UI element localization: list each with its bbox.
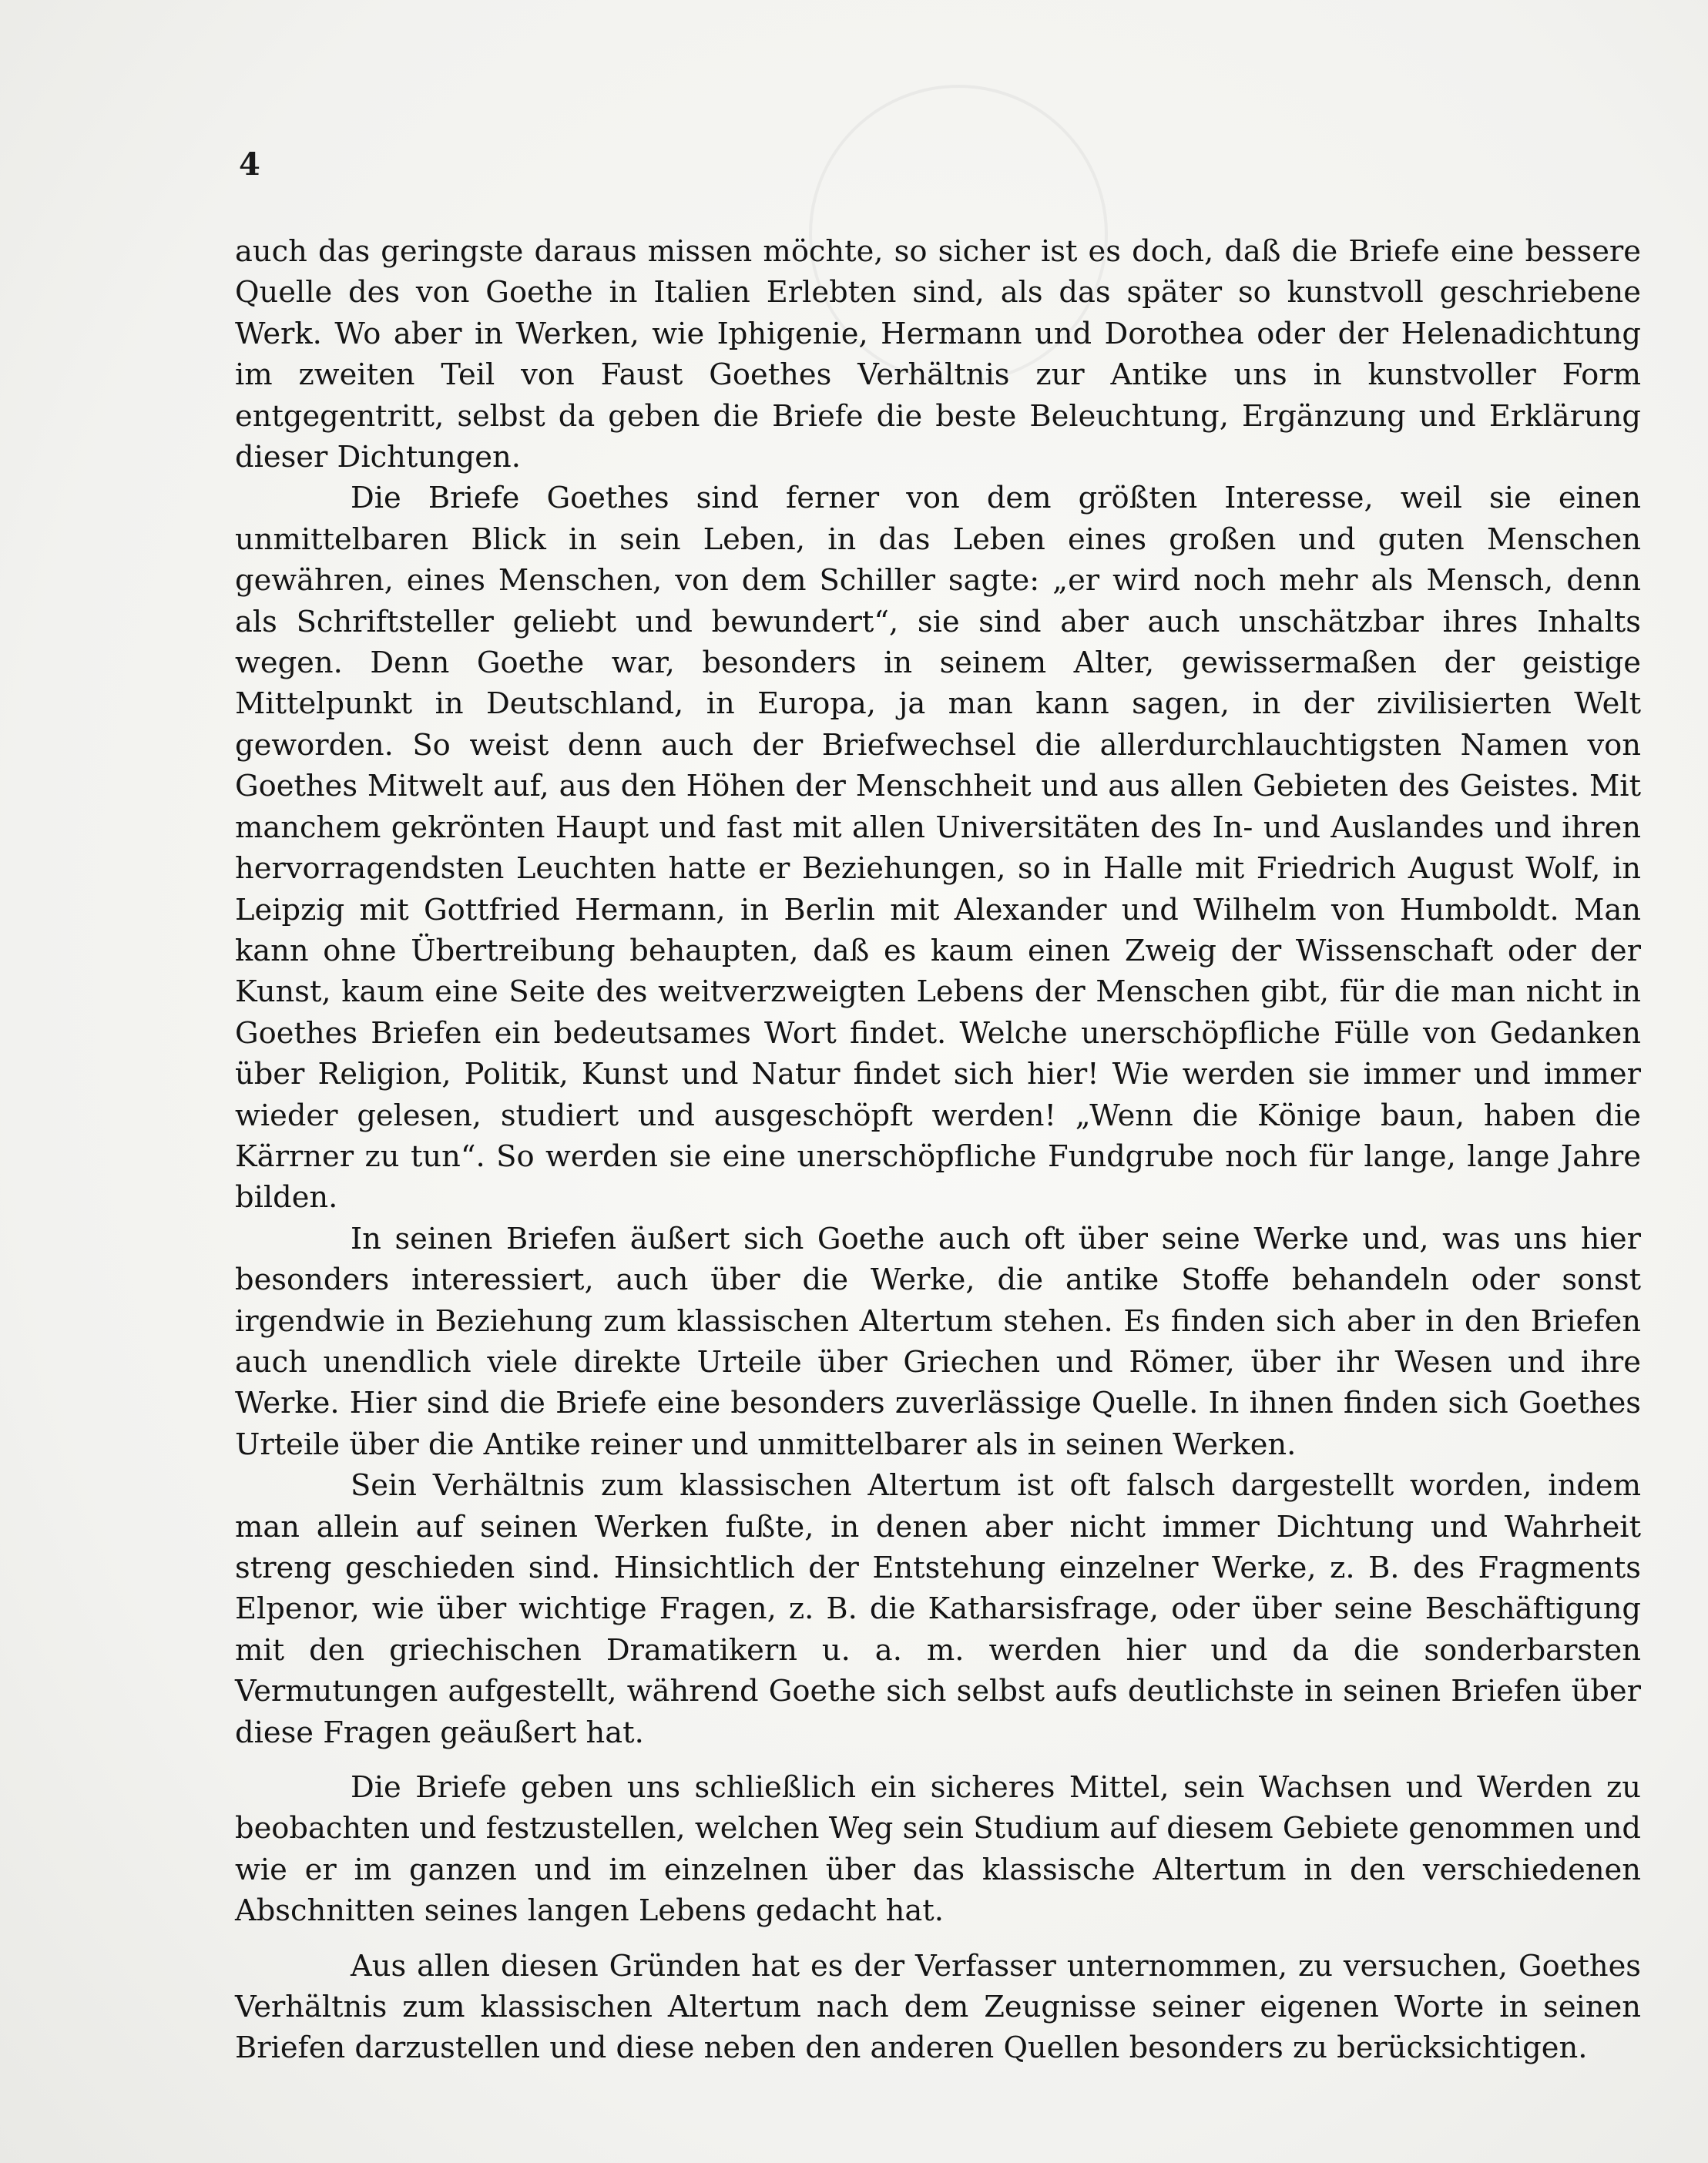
paragraph-2: Die Briefe Goethes sind ferner von dem größten Interesse, weil sie einen unmittelbaren Blick in sein Leben, in das Leben eines großen und guten Menschen gewähren, eines Menschen, von dem Schiller sagte: „er wird noch mehr als Mensch, denn als Schriftsteller geliebt und bewundert“, sie sind aber auch unschätzbar ihres Inhalts wegen. Denn Goethe war, besonders in seinem Alter, gewissermaßen der geistige Mittelpunkt in Deutschland, in Europa, ja man kann sagen, in der zivilisierten Welt geworden. So weist denn auch der Briefwechsel die allerdurchlauchtigsten Namen von Goethes Mitwelt auf, aus den Höhen der Menschheit und aus allen Gebieten des Geistes. Mit manchem gekrönten Haupt und fast mit allen Universitäten des In- und Auslandes und ihren hervorragendsten Leuchten hatte er Beziehungen, so in Halle mit Friedrich August Wolf, in Leipzig mit Gottfried Hermann, in Berlin mit Alexander und Wilhelm von Humboldt. Man kann ohne Übertreibung behaupten, daß es kaum einen Zweig der Wissenschaft oder der Kunst, kaum eine Seite des weitverzweigten Lebens der Menschen gibt, für die man nicht in Goethes Briefen ein bedeutsames Wort findet. Welche unerschöpfliche Fülle von Gedanken über Religion, Politik, Kunst und Natur findet sich hier! Wie werden sie immer und immer wieder gelesen, studiert und ausgeschöpft werden! „Wenn die Könige baun, haben die Kärrner zu tun“. So werden sie eine unerschöpfliche Fundgrube noch für lange, lange Jahre bilden. <box>235 481 1641 1216</box>
page-number: 4 <box>239 146 260 183</box>
paragraph-6: Aus allen diesen Gründen hat es der Verfasser unternommen, zu versuchen, Goethes Verhältnis zum klassischen Altertum nach dem Zeugnisse seiner eigenen Worte in seinen Briefen darzustellen und diese neben den anderen Quellen besonders zu berücksichtigen. <box>235 1948 1641 2066</box>
paragraph-3: In seinen Briefen äußert sich Goethe auch oft über seine Werke und, was uns hier besonders interessiert, auch über die Werke, die antike Stoffe behandeln oder sonst irgendwie in Beziehung zum klassischen Altertum stehen. Es finden sich aber in den Briefen auch unendlich viele direkte Urteile über Griechen und Römer, über ihr Wesen und ihre Werke. Hier sind die Briefe eine besonders zuverlässige Quelle. In ihnen finden sich Goethes Urteile über die Antike reiner und unmittelbarer als in seinen Werken. <box>235 1221 1641 1462</box>
body-text <box>235 231 1641 2069</box>
paragraph-1: auch das geringste daraus missen möchte, so sicher ist es doch, daß die Briefe eine bessere Quelle des von Goethe in Italien Erlebten sind, als das später so kunstvoll geschriebene Werk. Wo aber in Werken, wie Iphigenie, Hermann und Dorothea oder der Helenadichtung im zweiten Teil von Faust Goethes Verhältnis zur Antike uns in kunstvoller Form entgegentritt, selbst da geben die Briefe die beste Beleuchtung, Ergänzung und Erklärung dieser Dichtungen. <box>235 234 1641 475</box>
paragraph-4: Sein Verhältnis zum klassischen Altertum ist oft falsch dargestellt worden, indem man allein auf seinen Werken fußte, in denen aber nicht immer Dichtung und Wahrheit streng geschieden sind. Hinsichtlich der Entstehung einzelner Werke, z. B. des Fragments Elpenor, wie über wichtige Fragen, z. B. die Katharsisfrage, oder über seine Beschäftigung mit den griechischen Dramatikern u. a. m. werden hier und da die sonderbarsten Vermutungen aufgestellt, während Goethe sich selbst aufs deutlichste in seinen Briefen über diese Fragen geäußert hat. <box>235 1468 1641 1750</box>
paragraph-5: Die Briefe geben uns schließlich ein sicheres Mittel, sein Wachsen und Werden zu beobachten und festzustellen, welchen Weg sein Studium auf diesem Gebiete genommen und wie er im ganzen und im einzelnen über das klassische Altertum in den verschiedenen Abschnitten seines langen Lebens gedacht hat. <box>235 1770 1641 1929</box>
